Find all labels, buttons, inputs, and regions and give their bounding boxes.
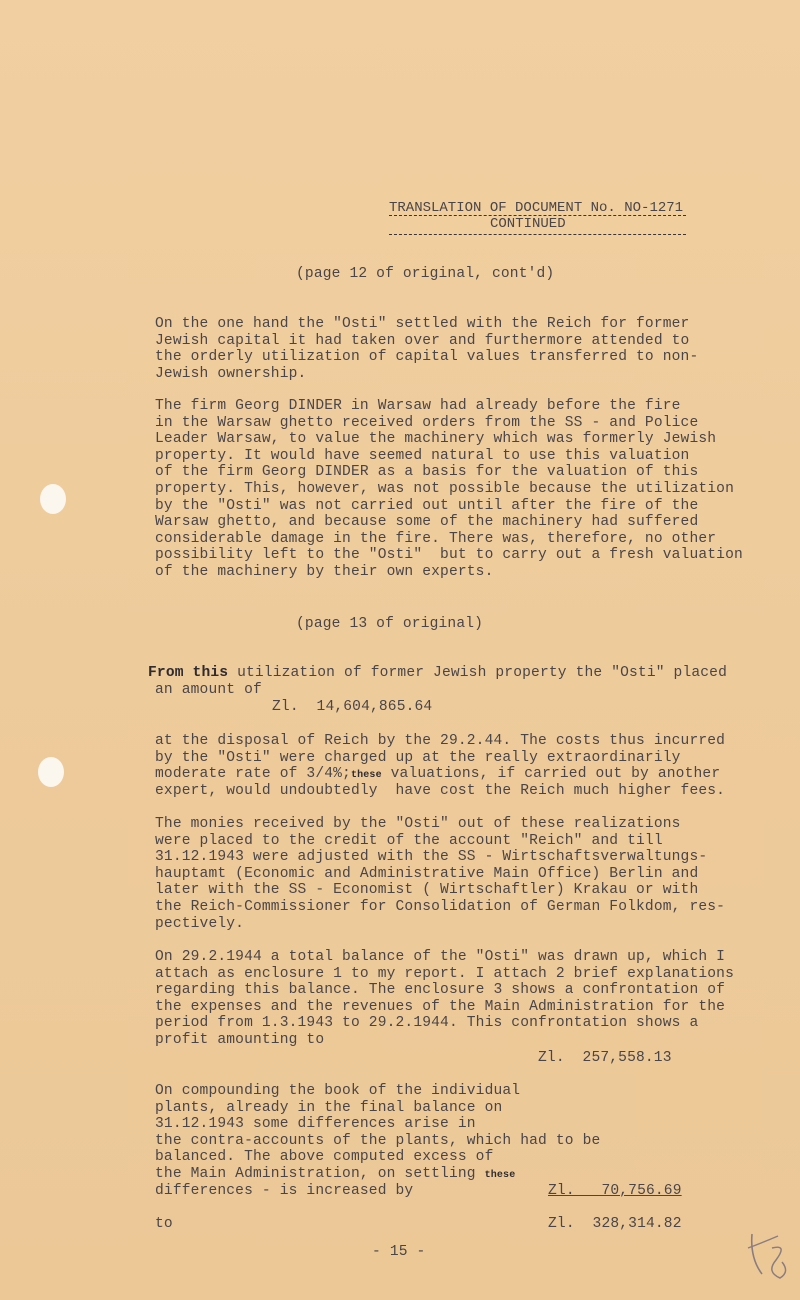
total-label: to: [155, 1216, 173, 1232]
text-line: the Reich-Commissioner for Consolidation of German Folkdom, res-: [155, 899, 726, 915]
page-number: - 15 -: [372, 1244, 426, 1260]
amount-value: Zl. 70,756.69: [548, 1182, 682, 1199]
text-line: later with the SS - Economist ( Wirtschaftler) Krakau or with: [155, 882, 699, 899]
text-line: property. It would have seemed natural to use this valuation: [155, 447, 690, 464]
text-line: 31.12.1943 some differences arise in: [155, 1116, 476, 1133]
text-line: pectively.: [155, 915, 245, 932]
text-line: by the "Osti" was not carried out until after the fire of the: [155, 497, 699, 514]
text-fragment: moderate rate of 3/4%;: [155, 766, 351, 783]
text-line: The firm Georg DINDER in Warsaw had already before the fire: [155, 398, 681, 414]
text-line: possibility left to the "Osti" but to carry out a fresh valuation: [155, 547, 743, 564]
total-amount: Zl. 328,314.82: [548, 1216, 682, 1232]
amount-value: Zl. 257,558.13: [538, 1050, 672, 1066]
text-line: of the machinery by their own experts.: [155, 564, 494, 580]
page-marker: (page 12 of original, cont'd): [296, 266, 555, 282]
typed-insertion: these: [350, 770, 382, 782]
text-line: hauptamt (Economic and Administrative Main Office) Berlin and: [155, 865, 699, 882]
text-line: On 29.2.1944 a total balance of the "Osti" was drawn up, which I: [155, 949, 726, 965]
page-marker: (page 13 of original): [296, 616, 484, 632]
amount-value: Zl. 14,604,865.64: [272, 699, 433, 715]
text-line: Jewish capital it had taken over and furthermore attended to: [155, 332, 690, 349]
text-fragment: From this: [148, 665, 229, 681]
text-fragment: valuations, if carried out by another: [381, 766, 721, 783]
text-line: property. This, however, was not possible because the utilization: [155, 481, 734, 497]
text-line: regarding this balance. The enclosure 3 shows a confrontation of: [155, 982, 726, 999]
text-line: the contra-accounts of the plants, which had to be: [155, 1132, 601, 1149]
text-line: The monies received by the "Osti" out of these realizations: [155, 816, 681, 832]
text-line: attach as enclosure 1 to my report. I attach 2 brief explanations: [155, 965, 734, 982]
text-line: by the "Osti" were charged up at the really extraordinarily: [155, 749, 681, 766]
text-line: profit amounting to: [155, 1032, 325, 1048]
text-fragment: utilization of former Jewish property the "Osti" placed: [228, 665, 728, 681]
text-fragment: the Main Administration, on settling: [155, 1166, 476, 1182]
header-rule: [389, 234, 686, 235]
text-line: considerable damage in the fire. There was, therefore, no other: [155, 530, 717, 547]
text-line: the orderly utilization of capital values transferred to non-: [155, 349, 699, 366]
text-line: the expenses and the revenues of the Main Administration for the: [155, 998, 726, 1015]
text-line: On the one hand the "Osti" settled with the Reich for former: [155, 316, 690, 332]
text-line: an amount of: [155, 681, 262, 698]
punch-hole: [38, 757, 64, 787]
header-title: TRANSLATION OF DOCUMENT No. NO-1271: [389, 200, 684, 216]
handwritten-initials: [744, 1228, 792, 1284]
text-line: balanced. The above computed excess of: [155, 1149, 494, 1166]
text-line: differences - is increased by: [155, 1182, 414, 1199]
text-line: expert, would undoubtedly have cost the Reich much higher fees.: [155, 782, 726, 799]
text-line: of the firm Georg DINDER as a basis for the valuation of this: [155, 464, 699, 481]
text-line: Leader Warsaw, to value the machinery which was formerly Jewish: [155, 431, 717, 448]
text-line: at the disposal of Reich by the 29.2.44. The costs thus incurred: [155, 733, 726, 749]
text-line: were placed to the credit of the account "Reich" and till: [155, 832, 663, 849]
text-line: in the Warsaw ghetto received orders from the SS - and Police: [155, 414, 699, 431]
text-line: On compounding the book of the individual: [155, 1083, 521, 1099]
text-line: 31.12.1943 were adjusted with the SS - Wirtschaftsverwaltungs-: [155, 849, 708, 866]
text-line: plants, already in the final balance on: [155, 1099, 503, 1116]
punch-hole: [40, 484, 66, 514]
header-subtitle: CONTINUED: [490, 216, 566, 232]
text-line: Warsaw ghetto, and because some of the machinery had suffered: [155, 514, 699, 531]
text-line: period from 1.3.1943 to 29.2.1944. This confrontation shows a: [155, 1015, 699, 1032]
typed-insertion: these: [484, 1170, 516, 1181]
text-line: Jewish ownership.: [155, 365, 307, 382]
text-line: [148, 665, 727, 682]
